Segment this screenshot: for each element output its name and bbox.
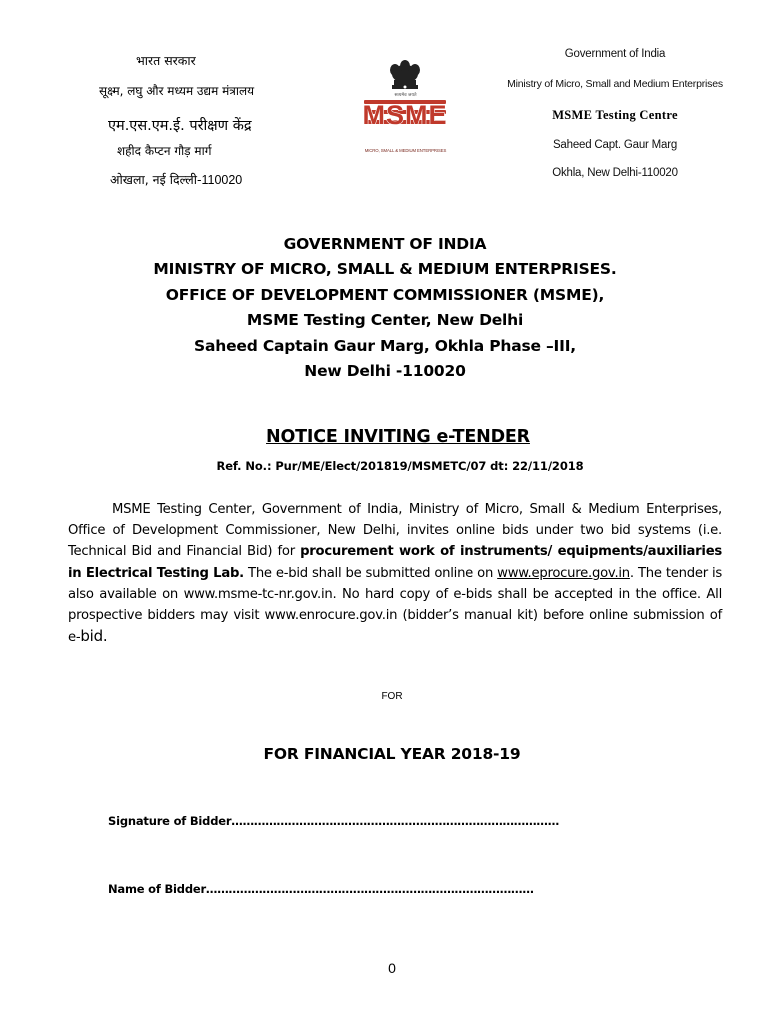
header-left-ministry: सूक्ष्म, लघु और मध्यम उद्यम मंत्रालय <box>99 84 255 98</box>
logo-subtitle: MICRO, SMALL & MEDIUM ENTERPRISES <box>364 148 447 153</box>
header-right-govt: Government of India <box>564 48 666 60</box>
paragraph-last-word: bid. <box>80 627 108 646</box>
paragraph-intro: MSME Testing Center, Government of India, Ministry of Micro, Small & Medium Enterprises, Office of Development Commissioner, New Delhi, invites online bids under two bid systems (i.e. Technical Bid and Financial Bid) for <box>68 502 722 560</box>
page-number: 0 <box>388 960 396 976</box>
financial-year: FOR FINANCIAL YEAR 2018-19 <box>263 745 521 763</box>
header-right-ministry: Ministry of Micro, Small and Medium Enterprises <box>507 78 723 90</box>
title-ministry: MINISTRY OF MICRO, SMALL & MEDIUM ENTERPRISES. <box>153 260 617 278</box>
header-left-address-hindi: ओखला, नई दिल्ली- <box>110 172 202 187</box>
header-left-pin: 110020 <box>201 173 243 187</box>
ashoka-emblem-icon <box>358 58 453 162</box>
reference-number: Ref. No.: Pur/ME/Elect/201819/MSMETC/07 dt: 22/11/2018 <box>216 459 584 473</box>
eprocure-link[interactable]: www.eprocure.gov.in <box>497 565 630 581</box>
title-road: Saheed Captain Gaur Marg, Okhla Phase –III, <box>194 337 576 355</box>
header-left-address <box>110 171 242 188</box>
header-right-address: Okhla, New Delhi-110020 <box>552 167 678 179</box>
paragraph-work: procurement work of instruments/ equipments/auxiliaries in Electrical Testing Lab. <box>68 544 722 581</box>
header-left-govt: भारत सरकार <box>136 53 196 68</box>
notice-heading: NOTICE INVITING e-TENDER <box>266 427 530 447</box>
msme-brand-text: MSME <box>362 100 448 130</box>
for-label: FOR <box>381 691 403 702</box>
title-office: OFFICE OF DEVELOPMENT COMMISSIONER (MSME), <box>165 286 605 304</box>
header-right-road: Saheed Capt. Gaur Marg <box>552 139 678 151</box>
title-govt: GOVERNMENT OF INDIA <box>283 235 487 253</box>
signature-of-bidder: Signature of Bidder…………………………………………………………………………… <box>108 814 560 828</box>
title-city: New Delhi -110020 <box>304 362 466 380</box>
header-right-centre: MSME Testing Centre <box>552 108 678 122</box>
emblem-caption: सत्यमेव जयते <box>394 93 417 98</box>
title-centre: MSME Testing Center, New Delhi <box>246 311 524 329</box>
name-of-bidder: Name of Bidder…………………………………………………………………………… <box>108 882 534 896</box>
paragraph-submission: The e-bid shall be submitted online on <box>243 565 498 581</box>
paragraph-rest: . The tender is also available on www.msme-tc-nr.gov.in. No hard copy of e-bids shall be accepted in the office. All prospective bidders may visit www.enrocure.gov.in (bidder’s manual kit) before online submission of e- <box>68 565 722 646</box>
header-left-centre: एम.एस.एम.ई. परीक्षण केंद्र <box>108 118 252 134</box>
header-left-road: शहीद कैप्टन गौड़ मार्ग <box>117 144 212 158</box>
notice-paragraph <box>68 499 722 648</box>
msme-logo <box>358 58 453 162</box>
